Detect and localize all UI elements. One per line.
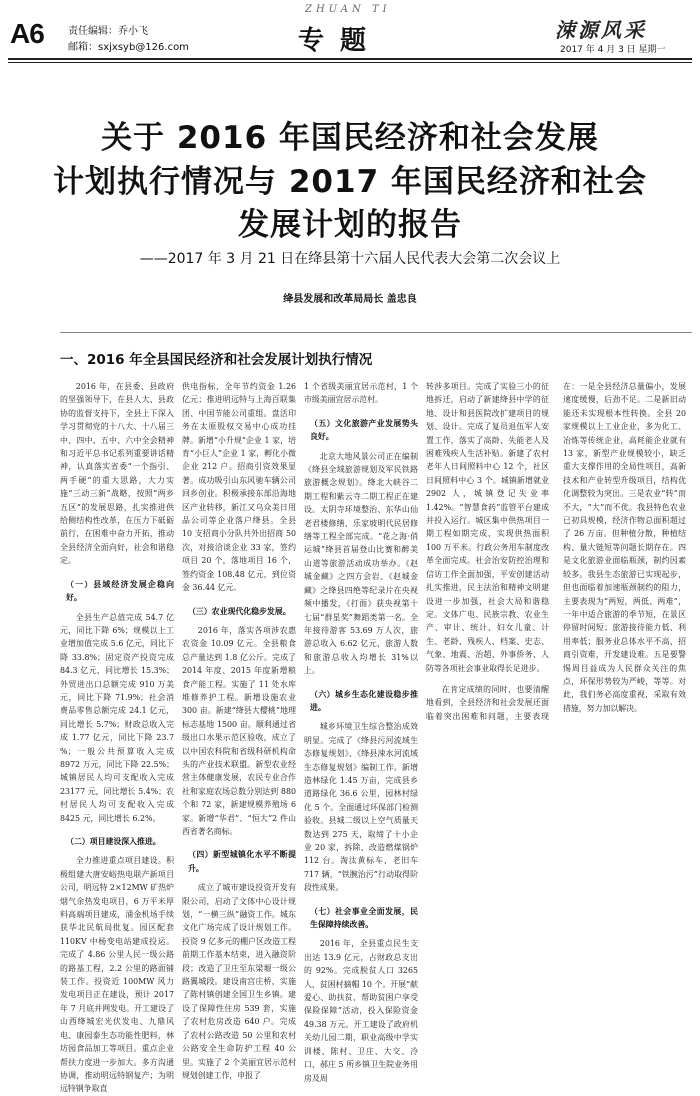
headline-line-1: 关于 2016 年国民经济和社会发展 — [101, 120, 599, 156]
headline-subtitle: ——2017 年 3 月 21 日在绛县第十六届人民代表大会第二次会议上 — [139, 251, 561, 267]
article-column-3 — [304, 380, 418, 1083]
paragraph: 1 个省级美丽宜居示范村，1 个市级美丽宜居示范村。 — [304, 382, 418, 405]
paragraph: 城乡环境卫生综合整治成效明显。完成了《绛县污河流域生态修复规划》、《绛县涑水河流域生态修复规划》编制工作。新增造林绿化 1.45 万亩，完成县乡道路绿化 36.6 公里，园林村绿化 5 个。全面通过环保部门检测验收。县城二级以上空气质量天数达到 275 天，取缔了十小企业 20 家，拆除、改造燃煤锅炉 112 台。淘汰黄标车、老旧车 717 辆，“铁腕治污”行动取得阶段性成果。 — [304, 722, 418, 893]
newspaper-name: 涑源风采 — [555, 18, 647, 42]
subheading: （一）县域经济发展企稳向好。 — [66, 579, 174, 603]
paragraph: 转涉多项目。完成了实验三小的征地拆迁，启动了新建绛县中学的征地、设计和县医院改扩建项目的规划、设计。完成了复员退伍军人安置工作，落实了高龄、失能老人及困难残疾人生活补贴。新建了农村老年人日间照料中心 12 个，社区日间照料中心 3 个。城镇新增就业 2902 人，城镇登记失业率 1.42%。“智慧食药”监管平台建成并投入运行。城区集中供热项目一期工程如期完成，实现供热面积 100 万平米。行政公务用车制度改革全面完成。社会治安防控治理和信访工作全面加强，平安创建活动扎实推进，民主法治和精神文明建设进一步加强，社会大局和谐稳定。文体广电、民族宗教、农业生产、审计、统计、妇女儿童、计生、老龄、残疾人、档案、史志、气象、地震、治超、外事侨务、人防等各项社会事业取得长足进步。 — [426, 382, 549, 673]
subheading: （四）新型城镇化水平不断提升。 — [188, 850, 296, 873]
subheading: （三）农业现代化稳步发展。 — [188, 606, 291, 616]
headline-line-3: 发展计划的报告 — [238, 207, 462, 243]
paragraph: 北京大地风景公司正在编制《绛县全域旅游规划及军民铁路旅游概念规划》。绛北大峡谷二期工程和紫云寺二期工程正在建设。太阴寺环境整治、东华山仙老君楼修缮、乐家坡明代民居修缮等工程全部完成。“花之海·俏运城”绛县首届登山比赛和醉美山道等旅游活动成功举办。《赵城金藏》之四方会岩、《赵城金藏》之绛县四绝等纪录片在央视频中播发，《打面》获央视第十七届“群星奖”舞蹈类第一名。全年接待游客 53.69 万人次，旅游总收入 6.62 亿元，旅游人数和旅游总收入均增长 31%以上。 — [304, 451, 418, 676]
paragraph: 成立了城市建设投资开发有限公司，启动了文体中心设计规划，“一横三纵”融资工作。城东文化广场完成了设计规划工作。投资 9 亿多元的棚户区改造工程前期工作基本结束，进入融资阶段；改造了卫庄至东梁塬一级公路翼城段。建设南宫庄桥，实施了陈村镇创建全国卫生乡镇。建设了保障性住房 539 套，实施了农村危房改造 640 户。完成了农村公路改造 50 公里和农村公路安全生命防护工程 40 公里。实施了 2 个美丽宜居示范村规划创建工作，申报了 — [182, 883, 296, 1080]
subheading: （二）项目建设深入推进。 — [66, 837, 161, 846]
section-heading: 一、2016 年全县国民经济和社会发展计划执行情况 — [60, 352, 373, 368]
paragraph: 2016 年，在县委、县政府的坚强领导下，在县人大、县政协的监督支持下，全县上下深入学习贯彻党的十八大、十八届三中、四中、五中、六中全会精神和习近平总书记系列重要讲话精神，认真落实省委“一个指引、两手硬”的重大思路，大力实施“三动三新”战略，按照“两乡五区”的发展思路，扎实推进供给侧结构性改革，在压力下砥砺前行，在困难中奋力开拓，推动全县经济全面向好，社会和谐稳定。 — [60, 382, 174, 566]
paragraph: 2016 年，落实各项涉农惠农资金 10.09 亿元。全县粮食总产量达到 1.8 亿公斤。完成了 2014 年度、2015 年度新增粮食产能工程。实施了 11 处水库堆修养护工程。新增设施农业 300 亩。新建“绛县大樱桃”地理标志基地 1500 亩。顺利通过省级出口水果示范区验收，成立了以中国农科院和省级科研机构命头的产业技术联盟。新型农业经营主体健康发展，农民专业合作社和家庭农场总数分别达到 880 个和 72 家，新建规模养殖场 6 家。新增“华君”、“恒大”2 件山西省著名商标。 — [182, 625, 296, 836]
headline-line-2: 计划执行情况与 2017 年国民经济和社会 — [53, 164, 647, 200]
issue-date: 2017 年 4 月 3 日 星期一 — [560, 45, 666, 55]
subheading: （七）社会事业全面发展，民生保障持续改善。 — [310, 906, 418, 930]
editor-credit: 责任编辑：乔小飞 — [68, 26, 148, 37]
article-column-2 — [182, 380, 296, 1080]
article-column-4 — [426, 380, 686, 723]
page-number: A6 — [10, 18, 44, 49]
section-title: 专题 — [298, 26, 383, 56]
paragraph: 2016 年，全县重点民生支出达 13.9 亿元，占财政总支出的 92%。完成脱贫人口 3265 人，贫困村摘帽 10 个。开展“献爱心、助扶贫，帮助贫困户享受保险保障”活动，投入保险资金 49.38 万元。开工建设了政府机关幼儿园二期，职业高级中学实训楼、陈村、卫庄、大交、冷口，郝庄 5 所乡镇卫生院业务用房及周 — [304, 939, 418, 1083]
subheading: （六）城乡生态化建设稳步推进。 — [310, 689, 418, 712]
paragraph: 在肯定成绩的同时，也要清醒地看到，全县经济和社会发展还面临着突出困难和问题，主要表现在：一是全县经济总量偏小，发展速度缓慢，后劲不足。二是新旧动能还未实现根本性转换。全县 20 家规模以上工业企业，多为化工、冶炼等传统企业，高耗能企业就有 13 家，新型产业规模较小，缺乏重大支撑作用的全局性项目，高新技术和产业转型升级项目，结构优化调整较为突出。三是农业“转”而不大，“大”而不优。我县特色农业已初具规模，经济作物总面积超过了 26 万亩。但种植分散，种植结构、量大链短等问题长期存在。四是文化旅游业面临瓶颈，制约因素较多。我县生态旅游已实现起步，但也面临着加速瓶颈制约的阻力，主要表现为“两短，两低、两难”，一年中适合旅游的季节短，在景区停留时间短；旅游接待能力低、利用率低；服务业总体水平不高，招商引资难，开发建设难。五是要警惕周目益成为人民群众关注的焦点，环保形势较为严峻，等等。对此，我们务必高度重视，采取有效措施，努力加以解决。 — [426, 382, 686, 721]
editor-email: 邮箱：sxjxsyb@126.com — [68, 42, 189, 53]
masthead-rule — [8, 58, 692, 60]
section-divider — [60, 332, 692, 333]
paragraph: 全县生产总值完成 54.7 亿元，同比下降 6%；规模以上工业增加值完成 5.6 亿元，同比下降 33.8%；固定资产投资完成 84.3 亿元，同比增长 15.3%；外贸进出口总额完成 910 万美元，同比下降 71.9%；社会消费品零售总额完成 24.1 亿元，同比增长 5.7%；财政总收入完成 1.77 亿元，同比下降 23.7 %；一般公共预算收入完成 8972 万元，同比下降 22.5%；城镇居民人均可支配收入完成 23177 元，同比增长 5.4%；农村居民人均可支配收入完成 8425 元，同比增长 6.2%。 — [60, 612, 174, 823]
masthead-rule-thin — [8, 62, 692, 63]
article-column-1 — [60, 380, 174, 1094]
author-byline: 绛县发展和改革局局长 盖忠良 — [283, 294, 417, 305]
section-pinyin: ZHUAN TI — [305, 4, 391, 15]
paragraph: 供电指标，全年节约资金 1.26 亿元；推进明远特与上海百联集团、中国节能公司重组。盘活印务在太原股权交易中心成功挂牌。新增“小升规”企业 1 家，培育“小巨人”企业 1 家，孵化小微企业 212 户。招商引资效果显著。成功吸引山东风驰车辆公司回乡创业。积极承接东部沿海地区产业转移，新江又乌众美日用品公司等企业落户绛县。全县 10 支招商小分队共外出招商 50 次，对接洽谈企业 33 家，签约项目 20 个，落地项目 16 个，签约资金 108.48 亿元，到位资金 36.44 亿元。 — [182, 382, 296, 593]
paragraph: 全力推进重点项目建设。积极组建大唐安峪热电联产新项目公司，明远特 2×12MW 矿热炉烟气余热发电项目，6 万平米厚料高端项目建成，涌金机场手续获华北民航局批复。园区配套 110KV 中杨变电站建成投运。完成了 4.86 公里人民一级公路的路基工程，2.2 公里的路面铺装工作。投资近 100MW 风力发电项目正在建设，预计 2017 年 7 月底并网发电。开工建设了山西绛城宏光伏发电、九鼎风电、康园泰生态功能性肥料，林坊园食品加工等项目。重点企业帮扶力度进一步加大。多方沟通协调，推动明远特钢复产；为明远特钢争取直 — [60, 856, 174, 1094]
subheading: （五）文化旅游产业发展势头良好。 — [310, 418, 418, 442]
